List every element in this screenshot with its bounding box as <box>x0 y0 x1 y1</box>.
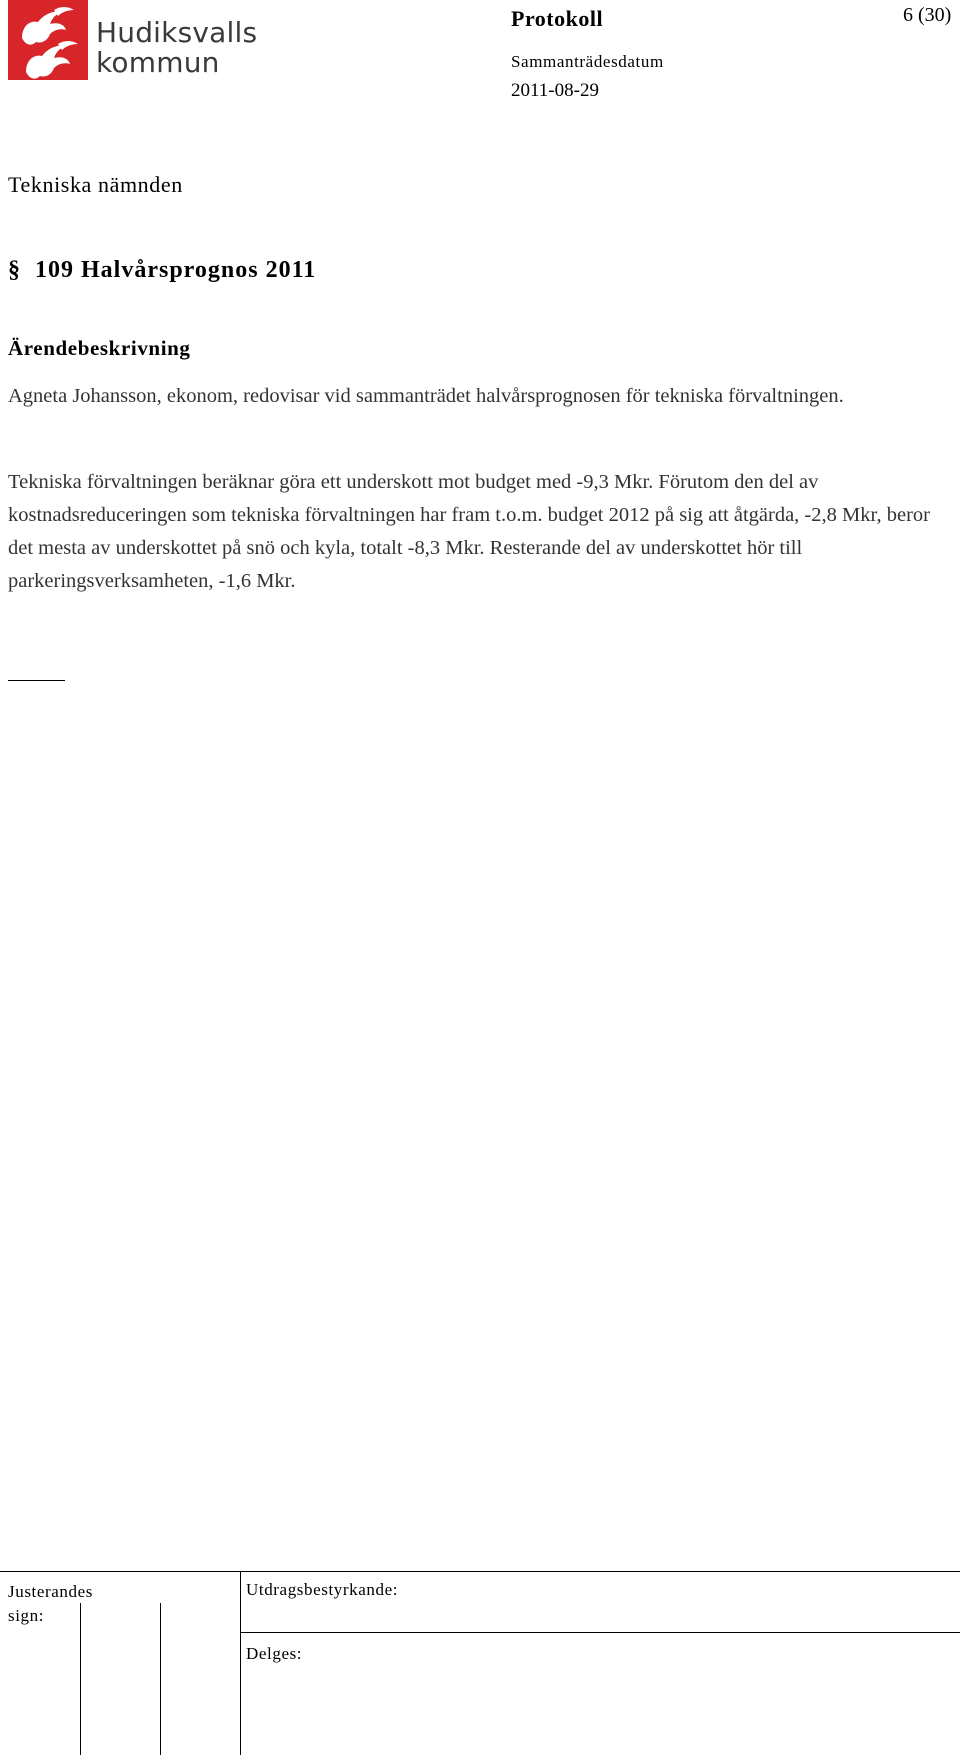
footer-divider <box>240 1571 241 1755</box>
logo-line-1: Hudiksvalls <box>96 16 258 49</box>
utdragsbestyrkande-label: Utdragsbestyrkande: <box>246 1580 399 1599</box>
protocol-title: Protokoll <box>511 6 604 31</box>
paragraph-2: Tekniska förvaltningen beräknar göra ett underskott mot budget med -9,3 Mkr. Förutom den del av kostnadsreduceringen som tekniska förvaltningen har fram t.o.m. budget 2012 på sig att åtgärda, -2,8 Mkr, beror det mesta av underskottet på snö och kyla, totalt -8,3 Mkr. Resterande del av underskottet hör till parkeringsverksamheten, -1,6 Mkr. <box>8 471 930 592</box>
justerandes-sign-label <box>8 1580 93 1628</box>
page-number: 6 (30) <box>903 4 952 26</box>
case-description-heading: Ärendebeskrivning <box>8 336 191 360</box>
board-name: Tekniska nämnden <box>8 172 183 197</box>
justerandes-label: Justerandes <box>8 1582 93 1601</box>
section-heading-text: 109 Halvårsprognos 2011 <box>35 257 317 283</box>
footer-top-rule <box>0 1571 960 1572</box>
logo-wordmark <box>96 18 257 78</box>
section-heading <box>8 257 316 284</box>
hudiksvall-logo <box>8 0 258 80</box>
paragraph-1: Agneta Johansson, ekonom, redovisar vid sammanträdet halvårsprognosen för tekniska förvaltningen. <box>8 385 844 407</box>
meeting-date-label: Sammanträdesdatum <box>511 52 664 71</box>
signature-box-divider <box>160 1603 161 1755</box>
end-rule <box>8 680 65 681</box>
goat-emblem-icon <box>8 0 88 80</box>
paragraph-symbol: § <box>8 257 21 283</box>
delges-label: Delges: <box>246 1644 303 1663</box>
meeting-date: 2011-08-29 <box>511 80 599 101</box>
footer-middle-rule <box>240 1632 960 1633</box>
sign-label: sign: <box>8 1606 45 1625</box>
logo-line-2: kommun <box>96 46 220 79</box>
